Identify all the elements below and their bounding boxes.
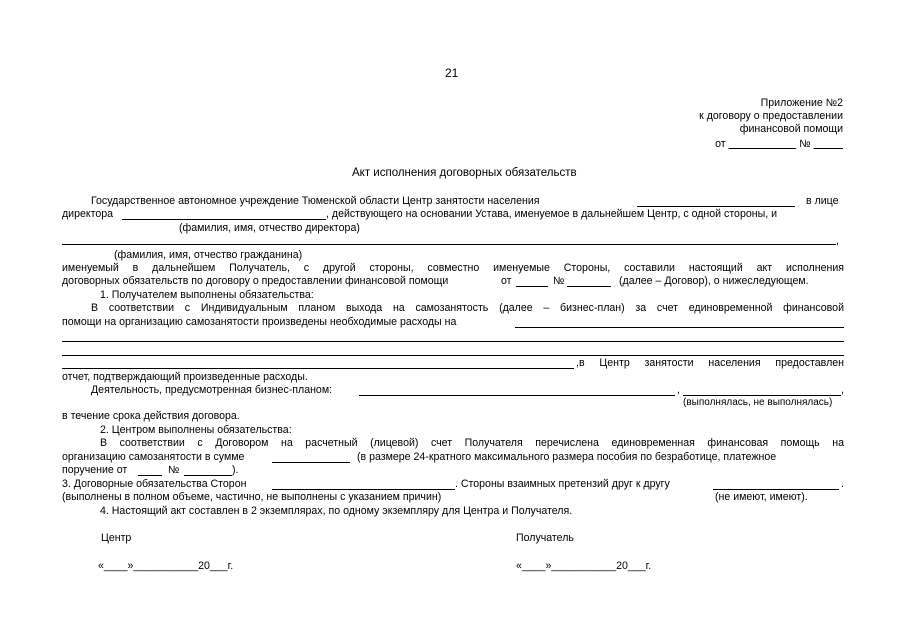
- activity-label: Деятельность, предусмотренная бизнес-планом:: [91, 384, 333, 396]
- section1-p2: помощи на организацию самозанятости произведены необходимые расходы на: [62, 316, 457, 328]
- order-num-blank: [184, 475, 232, 476]
- section1-p4: отчет, подтверждающий произведенные расходы.: [62, 371, 308, 383]
- section2-heading: 2. Центром выполнены обязательства:: [100, 424, 292, 436]
- director-caption: (фамилия, имя, отчество директора): [179, 222, 360, 234]
- date-left: «____»___________20___г.: [98, 560, 234, 572]
- order-date-blank: [138, 475, 162, 476]
- done-caption: (выполнялась, не выполнялась): [683, 397, 833, 408]
- section2-p3-start: поручение от: [62, 464, 128, 476]
- section4: 4. Настоящий акт составлен в 2 экземплярах, по одному экземпляру для Центра и Получателя.: [100, 505, 573, 517]
- appendix-num-blank: [814, 138, 843, 150]
- citizen-comma: ,: [836, 235, 839, 247]
- appendix-date-line: [715, 138, 843, 150]
- section3-end: .: [841, 478, 844, 490]
- appendix-title: Приложение №2: [760, 97, 843, 109]
- date-right: «____»___________20___г.: [516, 560, 652, 572]
- citizen-caption: (фамилия, имя, отчество гражданина): [114, 249, 303, 261]
- section3-caption-right: (не имеют, имеют).: [715, 491, 808, 503]
- page-number: 21: [445, 66, 459, 80]
- section2-p2-start: организацию самозанятости в сумме: [62, 451, 245, 463]
- preamble-l2-start: директора: [62, 208, 114, 220]
- section3-mid: . Стороны взаимных претензий друг к другу: [455, 478, 670, 490]
- preamble-l4-num: №: [553, 275, 565, 287]
- preamble-l4-from: от: [501, 275, 512, 287]
- appendix-line3: финансовой помощи: [739, 123, 843, 135]
- section2-p1: В соответствии с Договором на расчетный (лицевой) счет Получателя перечислена единовременная финансовая помощь на: [100, 437, 844, 449]
- appendix-line2: к договору о предоставлении: [699, 110, 843, 122]
- contract-num-blank: [567, 286, 611, 287]
- preamble-l1-end: в лице: [806, 195, 839, 207]
- director-name-blank: [122, 219, 326, 220]
- section2-p3-end: ).: [232, 464, 239, 476]
- activity-comma2: ,: [841, 384, 844, 396]
- section1-p1: В соответствии с Индивидуальным планом выхода на самозанятость (далее – бизнес-план) за счет единовременной финансовой: [91, 302, 844, 314]
- preamble-l3: именуемый в дальнейшем Получатель, с другой стороны, совместно именуемые Стороны, составили настоящий акт исполнения: [62, 262, 844, 274]
- contract-date-blank: [516, 286, 548, 287]
- appendix-date-blank: [729, 138, 797, 150]
- preamble-l4-start: договорных обязательств по договору о предоставлении финансовой помощи: [62, 275, 449, 287]
- preamble-l2-end: , действующего на основании Устава, именуемое в дальнейшем Центр, с одной стороны, и: [326, 208, 778, 220]
- activity-comma: ,: [677, 384, 680, 396]
- expenses-blank-2: [62, 341, 844, 342]
- preamble-l1-start: Государственное автономное учреждение Тюменской области Центр занятости населения: [91, 195, 540, 207]
- appendix-from: от: [715, 138, 726, 150]
- section1-heading: 1. Получателем выполнены обязательства:: [100, 289, 314, 301]
- appendix-num: №: [799, 138, 811, 150]
- section2-p2-end: (в размере 24-кратного максимального размера пособия по безработице, платежное: [357, 451, 777, 463]
- during-contract: в течение срока действия договора.: [62, 410, 240, 422]
- section3-caption-left: (выполнены в полном объеме, частично, не выполнены с указанием причин): [62, 491, 442, 503]
- section3-start: 3. Договорные обязательства Сторон: [62, 478, 247, 490]
- act-title: Акт исполнения договорных обязательств: [352, 167, 577, 179]
- activity-blank: [359, 395, 675, 396]
- expenses-blank-1: [515, 327, 844, 328]
- claims-blank: [713, 489, 839, 490]
- expenses-blank-4: [62, 368, 574, 369]
- center-name-blank: [637, 206, 795, 207]
- expenses-blank-3: [62, 355, 844, 356]
- section1-p3: ,в Центр занятости населения предоставлен: [576, 357, 844, 369]
- amount-blank: [272, 462, 350, 463]
- preamble-l4-end: (далее – Договор), о нижеследующем.: [619, 275, 809, 287]
- activity-done-blank: [683, 395, 841, 396]
- signature-recipient: Получатель: [516, 532, 574, 544]
- citizen-name-blank: [62, 244, 836, 245]
- section2-p3-num: №: [168, 464, 180, 476]
- obligations-blank: [272, 489, 455, 490]
- signature-center: Центр: [101, 532, 132, 544]
